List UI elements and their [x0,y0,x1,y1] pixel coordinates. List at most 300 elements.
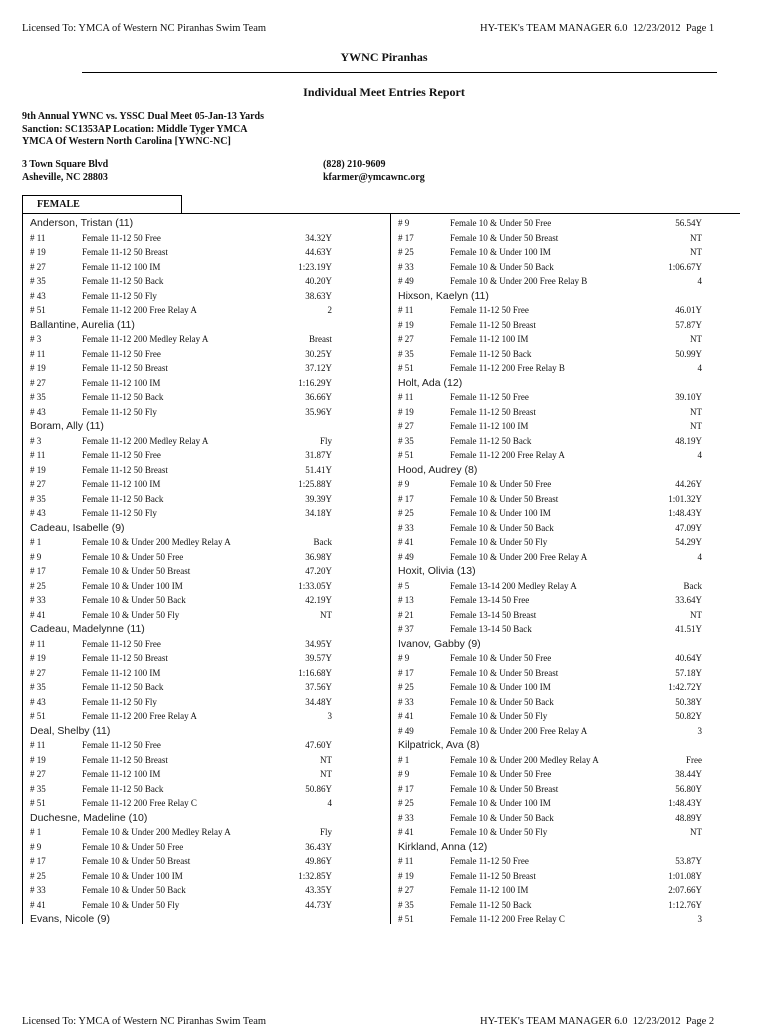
event-number: # 25 [398,247,414,257]
event-number: # 33 [398,261,414,272]
event-number: # 19 [398,319,414,330]
address-line1: 3 Town Square Blvd [22,159,109,170]
event-name: Female 11-12 50 Free [82,450,161,460]
seed-time: 49.86Y [305,856,332,866]
event-number: # 33 [30,885,46,895]
swimmer-name: Ivanov, Gabby (9) [398,637,481,650]
event-number: # 51 [398,914,414,924]
entry-row [390,579,702,594]
software-name: HY-TEK's TEAM MANAGER 6.0 [480,23,628,34]
event-name: Female 11-12 100 IM [450,885,529,895]
event-number: # 51 [398,450,414,460]
event-name: Female 11-12 50 Breast [450,406,536,417]
event-number: # 13 [398,595,414,605]
seed-time: 1:16.68Y [298,667,332,678]
event-number: # 19 [30,754,46,765]
event-name: Female 11-12 50 Fly [82,290,157,301]
swimmer-name: Hood, Audrey (8) [398,463,478,476]
event-number: # 25 [30,580,46,591]
meet-name: 9th Annual YWNC vs. YSSC Dual Meet 05-Jan-13 Yards [22,111,264,122]
event-name: Female 11-12 200 Free Relay C [450,914,565,924]
event-number: # 1 [30,827,42,837]
seed-time: 4 [697,363,702,373]
seed-time: 42.19Y [305,595,332,605]
event-number: # 19 [398,870,414,881]
event-name: Female 11-12 100 IM [82,479,161,489]
event-number: # 3 [30,334,42,344]
event-number: # 43 [30,290,46,301]
entry-row [22,506,332,521]
event-name: Female 11-12 50 Fly [82,406,157,417]
report-date: 12/23/2012 [632,23,681,34]
seed-time: 4 [697,450,702,460]
event-number: # 9 [398,479,410,489]
entry-row [22,666,332,681]
entry-row [390,448,702,463]
entry-row [390,303,702,318]
seed-time: 41.51Y [675,624,702,634]
entry-row [22,579,332,594]
event-number: # 35 [30,276,46,286]
entry-row [390,666,702,681]
seed-time: NT [320,769,332,779]
event-number: # 35 [30,682,46,692]
footer-software [480,1016,714,1027]
seed-time: 53.87Y [675,856,702,866]
event-number: # 25 [30,870,46,881]
entry-row [390,782,702,797]
event-number: # 25 [398,798,414,808]
event-name: Female 10 & Under 50 Fly [450,827,548,837]
event-name: Female 10 & Under 50 Free [82,841,184,852]
event-number: # 41 [398,711,414,721]
entry-row [22,608,332,623]
footer-date: 12/23/2012 [632,1016,681,1027]
entry-row [390,767,702,782]
event-number: # 11 [398,856,414,866]
event-number: # 17 [30,856,46,866]
event-name: Female 10 & Under 200 Free Relay B [450,276,588,286]
event-name: Female 10 & Under 50 Free [450,479,552,489]
event-name: Female 10 & Under 50 Free [450,769,552,779]
seed-time: 4 [697,276,702,286]
entry-row [390,434,702,449]
seed-time: 1:01.08Y [668,870,702,881]
team-contact [323,159,425,184]
event-name: Female 10 & Under 100 IM [450,508,551,518]
event-name: Female 10 & Under 50 Breast [450,493,559,504]
seed-time: 1:12.76Y [668,899,702,910]
entry-row [22,695,332,710]
event-number: # 35 [398,899,414,910]
team-name: YMCA Of Western North Carolina [YWNC-NC] [22,136,231,148]
seed-time: 30.25Y [305,348,332,359]
seed-time: 1:25.88Y [298,479,332,489]
seed-time: 31.87Y [305,450,332,460]
seed-time: 34.95Y [305,638,332,649]
event-name: Female 11-12 100 IM [82,261,161,272]
entry-row [22,405,332,420]
entry-row [22,260,332,275]
event-number: # 17 [30,566,46,576]
entries-column-right [390,216,702,927]
entry-row [390,825,702,840]
seed-time: 39.57Y [305,653,332,663]
entry-row [390,695,702,710]
event-name: Female 11-12 50 Breast [82,363,168,373]
event-name: Female 13-14 50 Breast [450,609,537,620]
event-name: Female 10 & Under 100 IM [82,870,183,881]
event-name: Female 10 & Under 50 Fly [82,609,180,620]
seed-time: 35.96Y [305,406,332,417]
entry-row [390,898,702,913]
entry-row [390,361,702,376]
event-number: # 5 [398,580,410,591]
seed-time: 38.44Y [675,769,702,779]
event-number: # 9 [398,653,410,663]
event-name: Female 13-14 50 Back [450,624,532,634]
seed-time: 37.12Y [305,363,332,373]
entry-row [22,651,332,666]
event-name: Female 11-12 50 Free [82,638,161,649]
event-name: Female 11-12 100 IM [82,769,161,779]
entry-row [22,477,332,492]
license-text: Licensed To: YMCA of Western NC Piranhas Swim Team [22,23,267,34]
meet-info [22,111,264,149]
swimmer-name: Cadeau, Isabelle (9) [30,521,125,534]
event-name: Female 11-12 50 Free [450,305,529,315]
event-number: # 43 [30,696,46,707]
event-name: Female 10 & Under 50 Back [82,885,186,895]
seed-time: 4 [327,798,332,808]
entry-row [390,709,702,724]
event-number: # 35 [398,435,414,446]
seed-time: 37.56Y [305,682,332,692]
seed-time: 1:23.19Y [298,261,332,272]
entry-row [22,840,332,855]
footer-license: Licensed To: YMCA of Western NC Piranhas Swim Team [22,1016,267,1027]
swimmer-name: Holt, Ada (12) [398,376,463,389]
event-name: Female 10 & Under 200 Medley Relay A [82,537,231,547]
entry-row [22,782,332,797]
entry-row [22,332,332,347]
seed-time: 39.10Y [675,392,702,402]
event-name: Female 10 & Under 100 IM [82,580,183,591]
seed-time: 51.41Y [305,464,332,475]
event-number: # 43 [30,508,46,518]
event-name: Female 11-12 50 Breast [450,870,536,881]
event-name: Female 10 & Under 50 Breast [450,232,559,243]
swimmer-name: Evans, Nicole (9) [30,913,110,925]
event-number: # 27 [398,885,414,895]
seed-time: NT [690,421,702,431]
event-name: Female 11-12 200 Free Relay B [450,363,565,373]
entry-row [390,593,702,608]
event-name: Female 10 & Under 100 IM [450,798,551,808]
swimmer-name: Boram, Ally (11) [30,420,104,432]
seed-time: 1:06.67Y [668,261,702,272]
event-name: Female 11-12 50 Fly [82,696,157,707]
seed-time: 40.20Y [305,276,332,286]
event-name: Female 11-12 50 Free [82,740,161,750]
entry-row [390,608,702,623]
entry-row [22,492,332,507]
event-number: # 19 [30,363,46,373]
event-number: # 51 [30,711,46,721]
entry-row [390,216,702,231]
event-name: Female 11-12 50 Free [450,392,529,402]
event-name: Female 11-12 200 Medley Relay A [82,334,209,344]
swimmer-name: Anderson, Tristan (11) [30,217,134,229]
event-name: Female 11-12 200 Free Relay A [450,450,565,460]
entry-row [390,550,702,565]
event-number: # 9 [30,841,42,852]
email: kfarmer@ymcawnc.org [323,171,425,183]
entry-row [390,390,702,405]
event-number: # 9 [398,769,410,779]
event-name: Female 10 & Under 50 Back [450,696,554,707]
event-number: # 27 [30,667,46,678]
entry-row [390,274,702,289]
event-number: # 49 [398,725,414,736]
seed-time: 40.64Y [675,653,702,663]
event-name: Female 10 & Under 200 Medley Relay A [82,827,231,837]
event-number: # 1 [398,754,410,765]
event-name: Female 10 & Under 100 IM [450,247,551,257]
seed-time: 57.18Y [675,667,702,678]
seed-time: NT [320,754,332,765]
entry-row [22,825,332,840]
entry-row [22,347,332,362]
event-number: # 3 [30,435,42,446]
entry-row [22,883,332,898]
event-name: Female 10 & Under 50 Free [450,218,552,228]
entry-row [390,521,702,536]
event-name: Female 10 & Under 50 Breast [82,856,191,866]
seed-time: 1:33.05Y [298,580,332,591]
event-name: Female 10 & Under 200 Free Relay A [450,551,588,562]
swimmer-name: Deal, Shelby (11) [30,724,111,737]
event-name: Female 10 & Under 50 Fly [450,711,548,721]
event-number: # 41 [398,827,414,837]
entry-row [390,680,702,695]
event-name: Female 10 & Under 50 Back [82,595,186,605]
event-name: Female 10 & Under 50 Breast [450,667,559,678]
entry-row [22,463,332,478]
entry-row [390,477,702,492]
seed-time: NT [690,334,702,344]
entry-row [22,767,332,782]
entry-row [22,361,332,376]
swimmer-name: Cadeau, Madelynne (11) [30,623,145,635]
event-name: Female 11-12 100 IM [82,667,161,678]
team-title: YWNC Piranhas [340,50,428,64]
page-number: Page 1 [685,23,715,34]
event-name: Female 11-12 50 Back [82,783,164,794]
seed-time: 50.38Y [675,696,702,707]
seed-time: NT [320,609,332,620]
event-name: Female 11-12 50 Breast [82,653,168,663]
event-name: Female 11-12 50 Back [82,493,164,504]
seed-time: Breast [309,334,332,344]
seed-time: 48.89Y [675,812,702,823]
seed-time: 56.80Y [675,783,702,794]
event-number: # 51 [398,363,414,373]
entry-row [390,318,702,333]
software-version [480,23,714,34]
seed-time: Fly [319,827,332,837]
event-number: # 21 [398,609,414,620]
entry-row [22,564,332,579]
event-number: # 33 [398,812,414,823]
event-number: # 25 [398,682,414,692]
seed-time: 33.64Y [675,595,702,605]
seed-time: 57.87Y [675,319,702,330]
event-name: Female 13-14 200 Medley Relay A [450,580,577,591]
meet-sanction: Sanction: SC1353AP Location: Middle Tyger YMCA [22,123,248,135]
entry-row [390,506,702,521]
event-number: # 19 [30,247,46,257]
event-name: Female 11-12 100 IM [82,377,161,388]
entry-row [390,332,702,347]
title-divider [82,72,717,73]
phone: (828) 210-9609 [323,159,386,170]
event-number: # 33 [398,696,414,707]
seed-time: NT [690,247,702,257]
entry-row [22,231,332,246]
seed-time: Free [686,754,702,765]
event-name: Female 11-12 50 Fly [82,508,157,518]
event-number: # 51 [30,798,46,808]
seed-time: 47.09Y [675,522,702,533]
event-name: Female 11-12 50 Back [450,435,532,446]
seed-time: 36.98Y [305,551,332,562]
event-number: # 33 [398,522,414,533]
event-name: Female 11-12 50 Back [82,392,164,402]
seed-time: NT [690,827,702,837]
entry-row [22,289,332,304]
swimmer-name: Ballantine, Aurelia (11) [30,318,135,331]
event-number: # 17 [398,783,414,794]
seed-time: NT [690,406,702,417]
event-number: # 19 [398,406,414,417]
event-number: # 11 [30,232,46,243]
event-name: Female 10 & Under 50 Breast [450,783,559,794]
entry-row [22,738,332,753]
event-name: Female 10 & Under 200 Medley Relay A [450,754,599,765]
entry-row [22,898,332,913]
event-name: Female 10 & Under 50 Fly [450,537,548,547]
event-name: Female 13-14 50 Free [450,595,530,605]
event-name: Female 10 & Under 100 IM [450,682,551,692]
event-name: Female 11-12 200 Free Relay A [82,305,197,315]
event-name: Female 11-12 50 Breast [450,319,536,330]
event-name: Female 10 & Under 200 Free Relay A [450,725,588,736]
event-number: # 19 [30,464,46,475]
seed-time: 34.18Y [305,508,332,518]
event-number: # 9 [398,218,410,228]
seed-time: 34.32Y [305,232,332,243]
entry-row [390,869,702,884]
event-number: # 41 [398,537,414,547]
event-number: # 35 [30,783,46,794]
seed-time: 44.63Y [305,247,332,257]
entry-row [22,376,332,391]
seed-time: 1:16.29Y [298,377,332,388]
entry-row [390,419,702,434]
footer-software-name: HY-TEK's TEAM MANAGER 6.0 [480,1016,628,1027]
entry-row [390,883,702,898]
entry-row [390,231,702,246]
event-number: # 37 [398,624,414,634]
event-number: # 11 [30,450,46,460]
swimmer-name: Duchesne, Madeline (10) [30,811,148,824]
entry-row [22,753,332,768]
event-name: Female 10 & Under 50 Fly [82,899,180,910]
entry-row [22,796,332,811]
seed-time: 44.73Y [305,899,332,910]
event-number: # 49 [398,276,414,286]
team-address [22,159,108,184]
entry-row [22,869,332,884]
address-line2: Asheville, NC 28803 [22,171,108,183]
event-number: # 27 [30,261,46,272]
event-number: # 27 [398,334,414,344]
seed-time: 50.99Y [675,348,702,359]
swimmer-name: Kirkland, Anna (12) [398,840,488,853]
entry-row [22,593,332,608]
event-name: Female 10 & Under 50 Breast [82,566,191,576]
event-number: # 17 [398,493,414,504]
event-number: # 27 [30,377,46,388]
entry-row [22,680,332,695]
event-name: Female 10 & Under 50 Free [450,653,552,663]
entry-row [22,535,332,550]
event-name: Female 11-12 50 Back [82,276,164,286]
entries-column-left [22,216,332,927]
entry-row [390,260,702,275]
event-number: # 11 [30,348,46,359]
event-number: # 17 [398,232,414,243]
entry-row [22,303,332,318]
entry-row [390,724,702,739]
event-number: # 35 [398,348,414,359]
event-number: # 11 [30,638,46,649]
entry-row [22,434,332,449]
event-number: # 1 [30,537,42,547]
gender-divider [182,213,740,214]
event-name: Female 11-12 50 Breast [82,464,168,475]
event-name: Female 11-12 50 Breast [82,754,168,765]
entry-row [390,854,702,869]
event-number: # 51 [30,305,46,315]
entry-row [390,811,702,826]
entry-row [390,492,702,507]
event-name: Female 11-12 100 IM [450,421,529,431]
seed-time: 48.19Y [675,435,702,446]
event-number: # 19 [30,653,46,663]
event-number: # 35 [30,493,46,504]
event-name: Female 11-12 50 Back [450,899,532,910]
event-number: # 9 [30,551,42,562]
report-title: Individual Meet Entries Report [303,85,465,99]
seed-time: 1:48.43Y [668,508,702,518]
seed-time: 3 [697,914,702,924]
seed-time: 54.29Y [675,537,702,547]
entry-row [22,550,332,565]
seed-time: 1:01.32Y [668,493,702,504]
event-name: Female 11-12 200 Free Relay C [82,798,197,808]
